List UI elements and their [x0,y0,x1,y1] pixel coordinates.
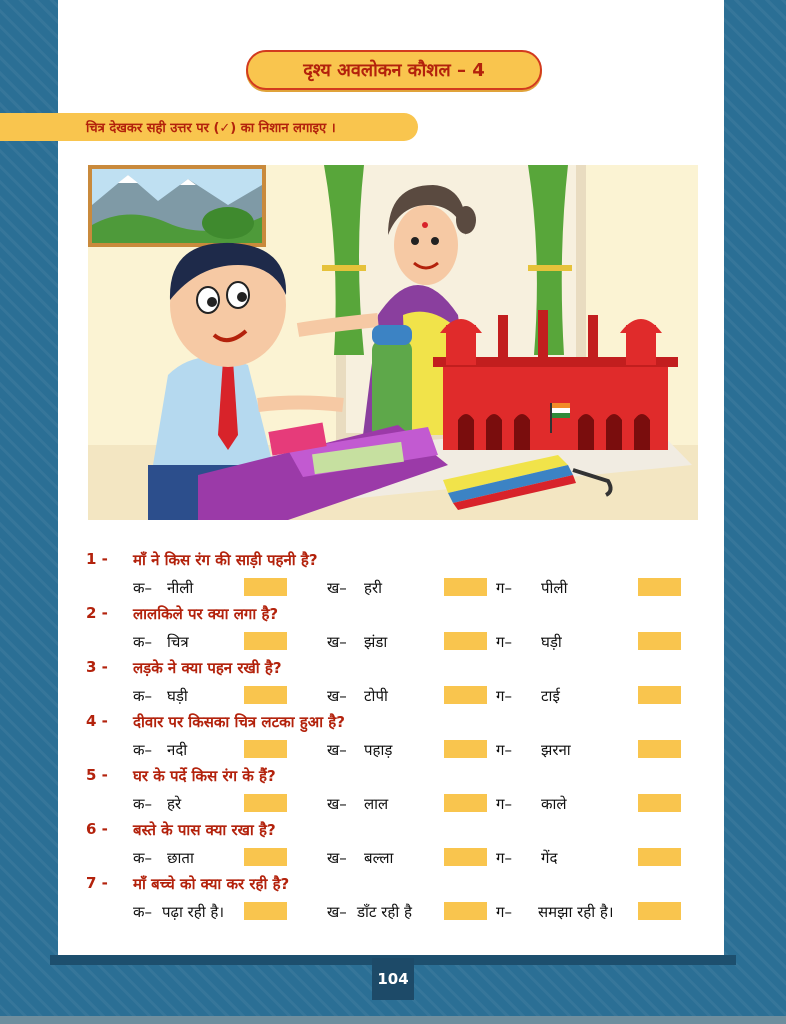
bottom-strip [0,1016,786,1024]
option-text: समझा रही है। [538,903,614,921]
option-letter: ख– [327,633,347,651]
option-text: घड़ी [541,633,562,651]
option-text: पीली [541,579,568,597]
question-text: लड़के ने क्या पहन रखी है? [133,659,282,677]
question-number: 3 - [86,658,108,676]
option-letter: ग– [496,849,512,867]
answer-box[interactable] [244,794,287,812]
question-number: 4 - [86,712,108,730]
answer-box[interactable] [244,578,287,596]
option-letter: क– [133,687,153,705]
question-item [86,766,726,788]
options-row [0,848,786,870]
question-item [86,658,726,680]
option-text: हरे [167,795,182,813]
option-text: छाता [167,849,194,867]
option-letter: ग– [496,903,512,921]
option-text: टोपी [364,687,388,705]
option-text: लाल [364,795,389,813]
question-number: 1 - [86,550,108,568]
option-letter: क– [133,903,153,921]
question-item [86,874,726,896]
question-text: माँ ने किस रंग की साड़ी पहनी है? [133,551,318,569]
answer-box[interactable] [444,902,487,920]
answer-box[interactable] [444,794,487,812]
question-text: दीवार पर किसका चित्र लटका हुआ है? [133,713,345,731]
option-text: बल्ला [364,849,394,867]
answer-box[interactable] [244,902,287,920]
option-letter: ग– [496,633,512,651]
answer-box[interactable] [444,740,487,758]
page-number: 104 [372,958,414,1000]
option-letter: ग– [496,579,512,597]
question-item [86,820,726,842]
option-text: टाई [541,687,560,705]
instruction-banner: चित्र देखकर सही उत्तर पर (✓) का निशान लगाइए । [0,113,418,141]
option-text: नदी [167,741,188,759]
answer-box[interactable] [444,578,487,596]
question-item [86,604,726,626]
option-text: झंडा [364,633,388,651]
option-letter: क– [133,579,153,597]
option-text: नीली [167,579,194,597]
option-letter: ख– [327,579,347,597]
option-letter: ख– [327,687,347,705]
options-row [0,686,786,708]
option-text: घड़ी [167,687,188,705]
option-text: पहाड़ [364,741,393,759]
answer-box[interactable] [244,848,287,866]
option-letter: क– [133,741,153,759]
question-number: 6 - [86,820,108,838]
option-text: पढ़ा रही है। [162,903,225,921]
option-letter: ग– [496,741,512,759]
option-letter: ख– [327,795,347,813]
question-item [86,712,726,734]
answer-box[interactable] [244,686,287,704]
answer-box[interactable] [244,632,287,650]
question-text: घर के पर्दे किस रंग के हैं? [133,767,276,785]
question-item [86,550,726,572]
options-row [0,902,786,924]
option-letter: ख– [327,849,347,867]
question-text: बस्ते के पास क्या रखा है? [133,821,276,839]
answer-box[interactable] [638,578,681,596]
answer-box[interactable] [444,632,487,650]
options-row [0,740,786,762]
answer-box[interactable] [638,794,681,812]
question-number: 7 - [86,874,108,892]
option-letter: ग– [496,687,512,705]
classroom-illustration-icon [88,165,698,520]
option-text: हरी [364,579,382,597]
answer-box[interactable] [638,740,681,758]
answer-box[interactable] [244,740,287,758]
options-row [0,794,786,816]
option-letter: क– [133,795,153,813]
option-text: चित्र [167,633,189,651]
answer-box[interactable] [444,848,487,866]
option-text: काले [541,795,567,813]
option-letter: ग– [496,795,512,813]
question-text: लालकिले पर क्या लगा है? [133,605,279,623]
question-number: 2 - [86,604,108,622]
option-text: झरना [541,741,571,759]
option-letter: क– [133,633,153,651]
page-title: दृश्य अवलोकन कौशल – 4 [246,50,542,90]
option-text: डाँट रही है [357,903,412,921]
answer-box[interactable] [638,902,681,920]
answer-box[interactable] [444,686,487,704]
option-text: गेंद [541,849,558,867]
option-letter: ख– [327,741,347,759]
option-letter: क– [133,849,153,867]
answer-box[interactable] [638,848,681,866]
answer-box[interactable] [638,632,681,650]
option-letter: ख– [327,903,347,921]
question-text: माँ बच्चे को क्या कर रही है? [133,875,290,893]
question-number: 5 - [86,766,108,784]
options-row [0,578,786,600]
options-row [0,632,786,654]
answer-box[interactable] [638,686,681,704]
